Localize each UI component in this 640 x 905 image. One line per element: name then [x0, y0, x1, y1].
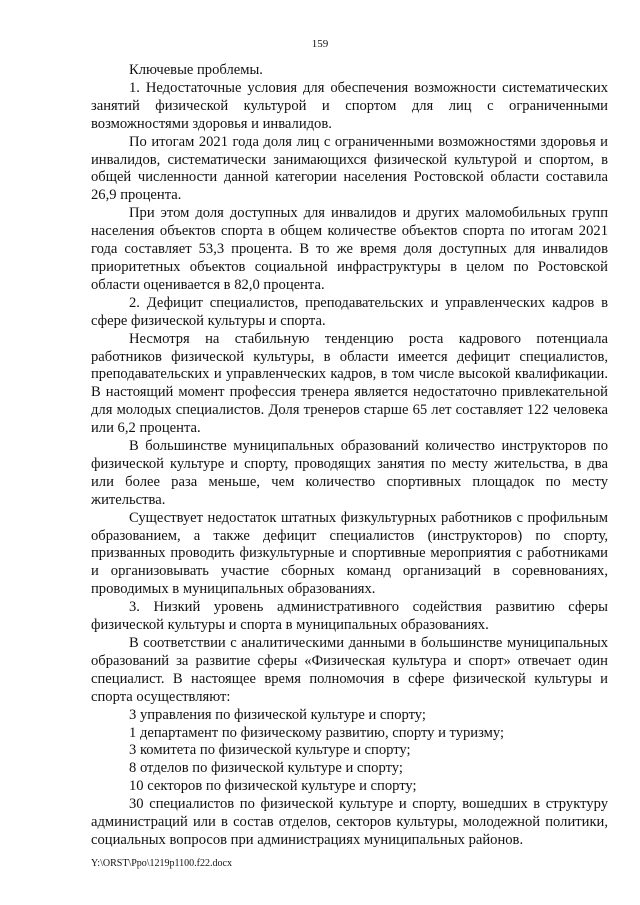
paragraph: В соответствии с аналитическими данными в большинстве муниципальных образований за развитие сферы «Физическая культура и спорт» отвечает один специалист. В настоящее время полномочия в сфере физической культуры и спорта осуществляют:: [91, 635, 608, 705]
paragraph: По итогам 2021 года доля лиц с ограниченными возможностями здоровья и инвалидов, систематически занимающихся физической культурой и спортом, в общей численности данной категории населения Ростовской области составила 26,9 процента.: [91, 133, 608, 204]
footer-file-path: Y:\ORST\Ppo\1219p1100.f22.docx: [91, 858, 232, 869]
paragraph: 2. Дефицит специалистов, преподавательских и управленческих кадров в сфере физической культуры и спорта.: [91, 294, 608, 329]
list-item: 1 департамент по физическому развитию, спорту и туризму;: [129, 724, 505, 741]
list-item: 3 управления по физической культуре и спорту;: [129, 706, 426, 723]
paragraph: 1. Недостаточные условия для обеспечения возможности систематических занятий физической культурой и спортом для лиц с ограниченными возможностями здоровья и инвалидов.: [91, 79, 608, 132]
document-body: [91, 62, 608, 850]
list-item: 3 комитета по физической культуре и спорту;: [129, 742, 411, 759]
list-item: 10 секторов по физической культуре и спорту;: [129, 778, 417, 795]
paragraph: 3. Низкий уровень административного содействия развитию сферы физической культуры и спорта в муниципальных образованиях.: [91, 599, 608, 634]
paragraph: 30 специалистов по физической культуре и спорту, вошедших в структуру администраций или в состав отделов, секторов культуры, молодежной политики, социальных вопросов при администрациях муниципальных районов.: [91, 796, 608, 848]
page-number: 159: [311, 38, 329, 50]
paragraph: Существует недостаток штатных физкультурных работников с профильным образованием, а также дефицит специалистов (инструкторов) по спорту, призванных проводить физкультурные и спортивные мероприятия с работниками и организовывать участие сборных команд организаций в соревнованиях, проводимых в муниципальных образованиях.: [91, 509, 608, 598]
paragraph: В большинстве муниципальных образований количество инструкторов по физической культуре и спорту, проводящих занятия по месту жительства, в два или более раза меньше, чем количество спортивных площадок по месту жительства.: [91, 438, 608, 508]
paragraph: При этом доля доступных для инвалидов и других маломобильных групп населения объектов спорта в общем количестве объектов спорта по итогам 2021 года составляет 53,3 процента. В то же время доля доступных для инвалидов приоритетных объектов социальной инфраструктуры в целом по Ростовской области оценивается в 82,0 процента.: [91, 205, 608, 293]
list-item: 8 отделов по физической культуре и спорту;: [129, 760, 403, 777]
paragraph: Несмотря на стабильную тенденцию роста кадрового потенциала работников физической культуры, в области имеется дефицит специалистов, преподавательских и управленческих кадров, в том числе высокой квалификации. В настоящий момент профессия тренера является недостаточно привлекательной для молодых специалистов. Доля тренеров старше 65 лет составляет 122 человека или 6,2 процента.: [91, 330, 608, 437]
section-heading: Ключевые проблемы.: [129, 62, 263, 78]
